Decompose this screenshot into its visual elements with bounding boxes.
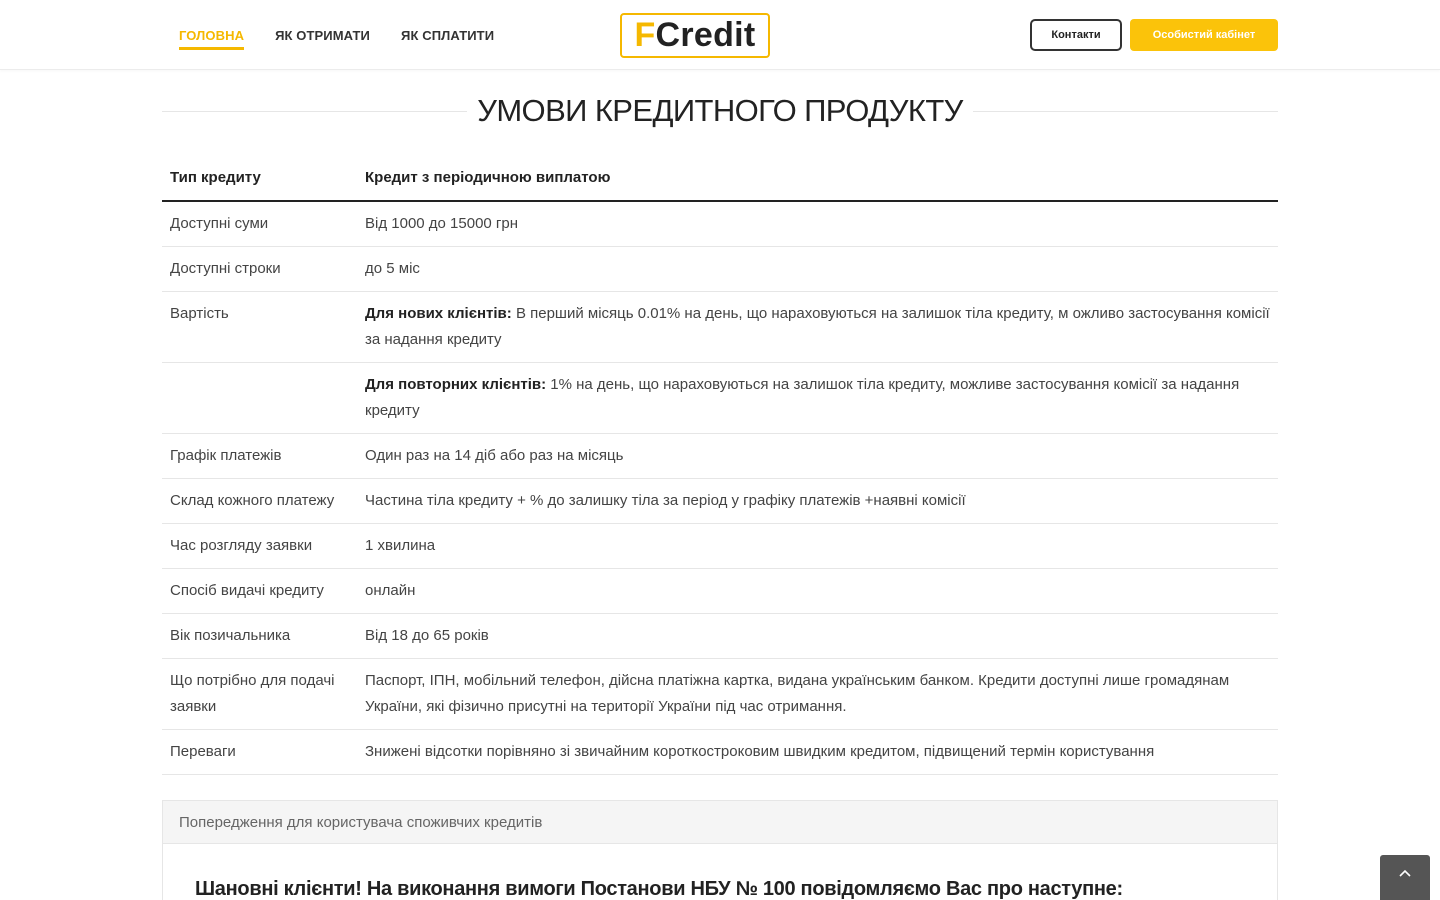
row-value-bold: Для нових клієнтів: — [365, 305, 512, 322]
main-nav — [179, 0, 525, 70]
warning-heading: Шановні клієнти! На виконання вимоги Постанови НБУ № 100 повідомляємо Вас про наступне: — [195, 878, 1123, 900]
row-value: Один раз на 14 діб або раз на місяць — [357, 434, 1278, 479]
row-label: Доступні суми — [162, 201, 357, 247]
row-value: Частина тіла кредиту + % до залишку тіла за період у графіку платежів +наявні комісії — [357, 479, 1278, 524]
row-label: Графік платежів — [162, 434, 357, 479]
row-label: Склад кожного платежу — [162, 479, 357, 524]
table-row — [162, 201, 1278, 247]
row-label: Вартість — [162, 292, 357, 363]
row-value — [357, 292, 1278, 363]
page-title: УМОВИ КРЕДИТНОГО ПРОДУКТУ — [477, 93, 963, 128]
column-header-credit-kind: Кредит з періодичною виплатою — [357, 156, 1278, 201]
row-value: Від 1000 до 15000 грн — [357, 201, 1278, 247]
table-row — [162, 730, 1278, 775]
table-header-row — [162, 156, 1278, 201]
logo-text: Credit — [655, 16, 756, 54]
row-value-bold: Для повторних клієнтів: — [365, 376, 547, 393]
title-divider-left — [162, 111, 467, 112]
site-header — [0, 0, 1440, 70]
row-label: Спосіб видачі кредиту — [162, 569, 357, 614]
consumer-warning-panel — [162, 800, 1278, 900]
nav-item-how-to-get[interactable]: ЯК ОТРИМАТИ — [275, 27, 371, 43]
row-label: Доступні строки — [162, 247, 357, 292]
row-value: Від 18 до 65 років — [357, 614, 1278, 659]
section-title-block — [162, 88, 1278, 134]
row-value: Знижені відсотки порівняно зі звичайним короткостроковим швидким кредитом, підвищений термін користування — [357, 730, 1278, 775]
chevron-up-icon — [1399, 869, 1411, 877]
table-row — [162, 524, 1278, 569]
title-divider-right — [973, 111, 1278, 112]
row-label: Що потрібно для подачі заявки — [162, 659, 357, 730]
table-row — [162, 479, 1278, 524]
table-row — [162, 292, 1278, 363]
row-label — [162, 363, 357, 434]
row-value-text: 1% на день, що нараховуються на залишок тіла кредиту, можливе застосування комісії за надання кредиту — [365, 376, 1240, 419]
table-row — [162, 363, 1278, 434]
table-row — [162, 434, 1278, 479]
column-header-credit-type: Тип кредиту — [162, 156, 357, 201]
row-value: Паспорт, ІПН, мобільний телефон, дійсна платіжна картка, видана українським банком. Кредити доступні лише громадянам України, які фізично присутні на території України під час отримання. — [357, 659, 1278, 730]
row-label: Час розгляду заявки — [162, 524, 357, 569]
row-label: Вік позичальника — [162, 614, 357, 659]
row-value-text: В перший місяць 0.01% на день, що нараховуються на залишок тіла кредиту, м ожливо застосування комісії за надання кредиту — [365, 305, 1270, 348]
row-value — [357, 363, 1278, 434]
row-value: 1 хвилина — [357, 524, 1278, 569]
row-value: онлайн — [357, 569, 1278, 614]
table-row — [162, 659, 1278, 730]
table-row — [162, 247, 1278, 292]
row-value: до 5 міс — [357, 247, 1278, 292]
contacts-button[interactable]: Контакти — [1030, 19, 1122, 51]
table-row — [162, 569, 1278, 614]
logo-letter-f: F — [634, 16, 656, 54]
nav-item-home[interactable]: ГОЛОВНА — [179, 20, 244, 51]
fcredit-logo[interactable] — [620, 13, 770, 58]
row-label: Переваги — [162, 730, 357, 775]
scroll-to-top-button[interactable] — [1380, 855, 1430, 900]
warning-panel-body — [163, 844, 1277, 900]
table-row — [162, 614, 1278, 659]
personal-cabinet-button[interactable]: Особистий кабінет — [1130, 19, 1278, 51]
credit-conditions-table — [162, 156, 1278, 775]
warning-panel-header[interactable]: Попередження для користувача споживчих кредитів — [163, 801, 1277, 844]
nav-item-how-to-pay[interactable]: ЯК СПЛАТИТИ — [401, 27, 495, 43]
